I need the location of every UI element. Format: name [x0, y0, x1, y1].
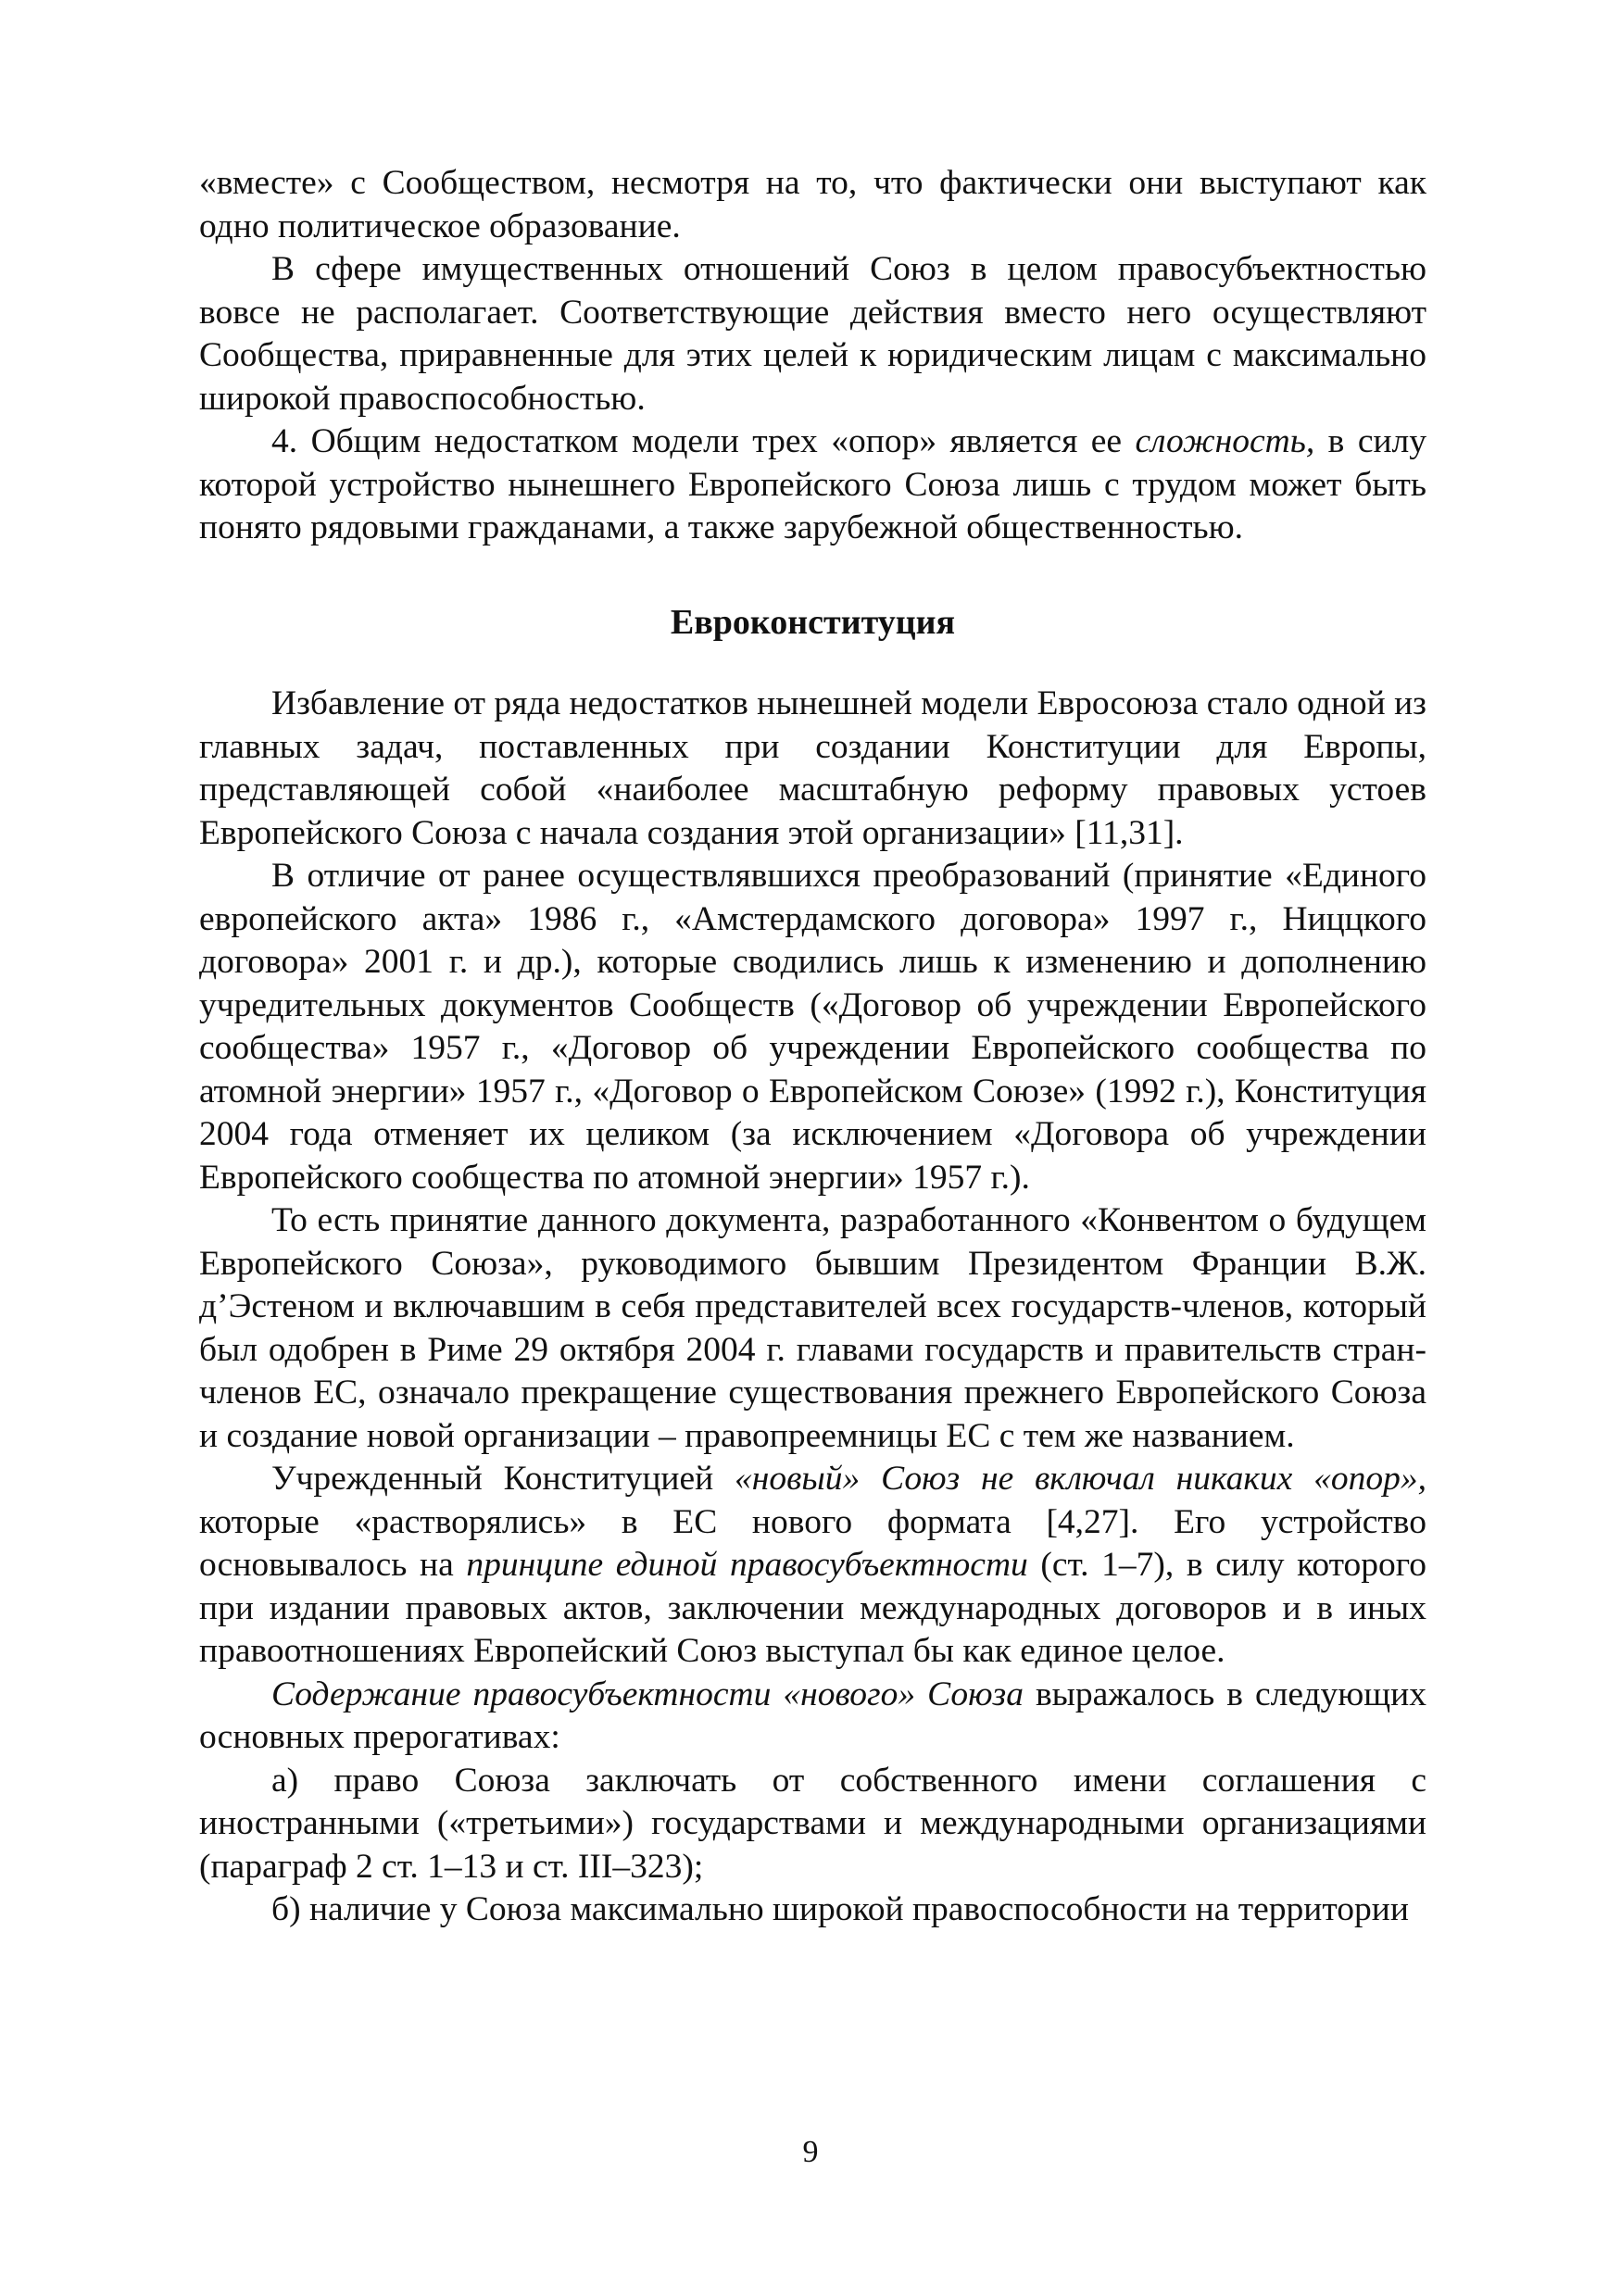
text-run: (ст. 1–7), в силу которого при издании правовых актов, заключении международных договоров и в иных правоотношениях Европейский Союз выступал бы как единое целое. [199, 1546, 1427, 1670]
paragraph: В отличие от ранее осуществлявшихся преобразований (принятие «Единого европейского акта» 1986 г., «Амстердамского договора» 1997 г., Ниццкого договора» 2001 г. и др.), которые сводились лишь к изменению и дополнению учредительных документов Сообществ («Договор об учреждении Европейского сообщества» 1957 г., «Договор об учреждении Европейского сообщества по атомной энергии» 1957 г., «Договор о Европейском Союзе» (1992 г.), Конституция 2004 года отменяет их целиком (за исключением «Договора об учреждении Европейского сообщества по атомной энергии» 1957 г.). [199, 857, 1426, 1197]
paragraph [199, 1458, 1426, 1674]
text-run: в силу которой устройство нынешнего Европейского Союза лишь с трудом может быть понято рядовыми гражданами, а также зарубежной общественностью. [199, 422, 1426, 546]
italic-text: «новый» Союз не включал никаких «опор», [735, 1460, 1426, 1498]
paragraph: «вместе» с Сообществом, несмотря на то, что фактически они выступают как одно политическое образование. [199, 164, 1426, 245]
document-page [199, 162, 1426, 1932]
italic-text: Содержание правосубъектности «нового» Союза [271, 1675, 1024, 1713]
paragraph: Избавление от ряда недостатков нынешней модели Евросоюза стало одной из главных задач, поставленных при создании Конституции для Европы, представляющей собой «наиболее масштабную реформу правовых устоев Европейского Союза с начала создания этой организации» [11,31]. [199, 684, 1426, 852]
paragraph: В сфере имущественных отношений Союз в целом правосубъектностью вовсе не располагает. Соответствующие действия вместо него осуществляют Сообщества, приравненные для этих целей к юридическим лицам с максимально широкой правоспособностью. [199, 250, 1426, 418]
section-heading: Евроконституция [670, 602, 956, 642]
paragraph [199, 1674, 1426, 1760]
text-run: Учрежденный Конституцией [271, 1460, 735, 1498]
paragraph: То есть принятие данного документа, разработанного «Конвентом о будущем Европейского Союза», руководимого бывшим Президентом Франции В.Ж. д’Эстеном и включавшим в себя представителей всех государств-членов, который был одобрен в Риме 29 октября 2004 г. главами государств и правительств стран-членов ЕС, означало прекращение существования прежнего Европейского Союза и создание новой организации – правопреемницы ЕС с тем же названием. [199, 1201, 1426, 1455]
italic-text: принципе единой правосубъектности [466, 1546, 1028, 1584]
text-run: 4. Общим недостатком модели трех «опор» является ее [271, 422, 1136, 460]
italic-text: сложность, [1135, 422, 1315, 460]
paragraph: а) право Союза заключать от собственного имени соглашения с иностранными («третьими») государствами и международными организациями (параграф 2 ст. 1–13 и ст. III–323); [199, 1761, 1426, 1886]
text-run: которые «растворялись» в ЕС нового формата [4,27]. Его устройство основывалось на [199, 1502, 1426, 1584]
page-number: 9 [802, 2135, 819, 2169]
paragraph: б) наличие у Союза максимально широкой правоспособности на территории [271, 1890, 1409, 1928]
text-run: выражалось в следующих основных прерогативах: [199, 1675, 1427, 1756]
paragraph [199, 420, 1426, 550]
